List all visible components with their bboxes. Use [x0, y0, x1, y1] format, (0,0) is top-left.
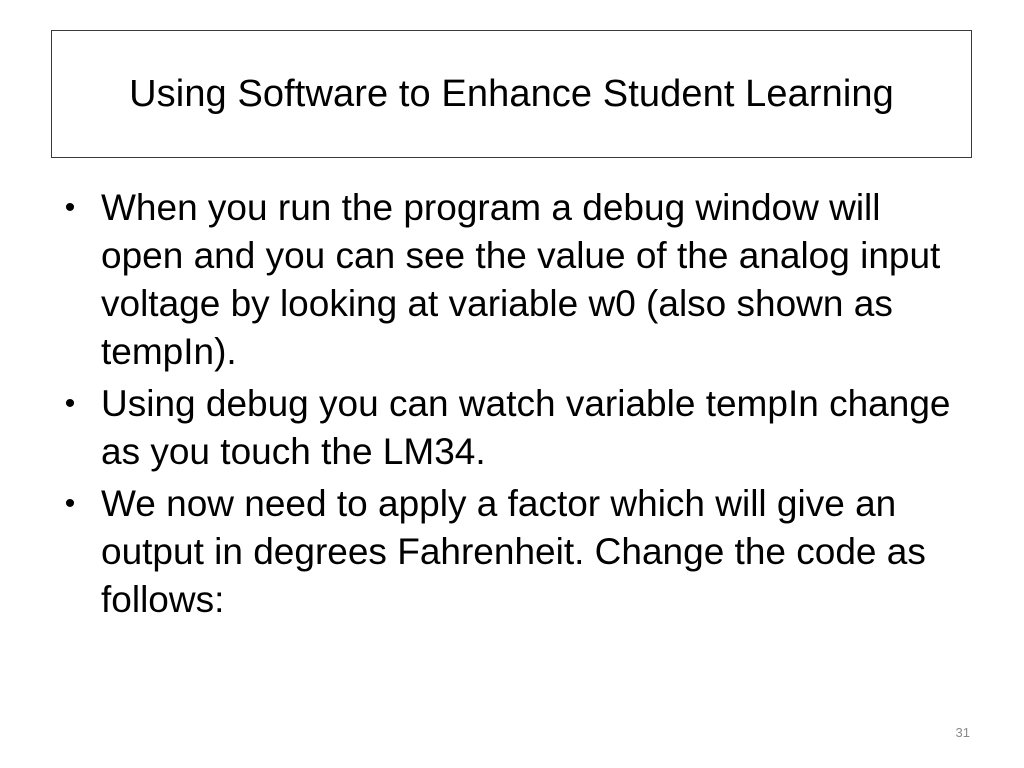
bullet-marker: •	[64, 191, 76, 224]
bullet-item	[60, 480, 960, 624]
bullet-text: Using debug you can watch variable tempIn change as you touch the LM34.	[101, 383, 951, 472]
slide-number: 31	[955, 725, 970, 740]
bullet-text: When you run the program a debug window will open and you can see the value of the analog input voltage by looking at variable w0 (also shown as tempIn).	[101, 187, 941, 372]
bullet-item	[60, 380, 960, 476]
title-frame	[51, 30, 972, 158]
bullet-marker: •	[64, 487, 76, 520]
bullet-text: We now need to apply a factor which will give an output in degrees Fahrenheit. Change the code as follows:	[101, 483, 926, 620]
bullet-list	[60, 184, 960, 628]
slide-title: Using Software to Enhance Student Learning	[129, 73, 894, 115]
bullet-marker: •	[64, 387, 76, 420]
bullet-item	[60, 184, 960, 376]
